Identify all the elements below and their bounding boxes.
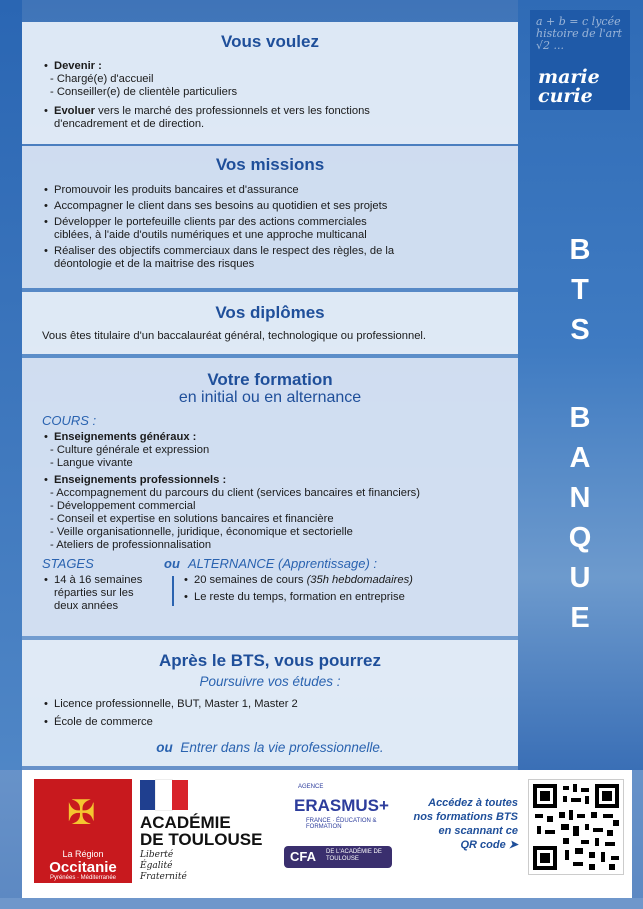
card-apres-bts — [22, 640, 518, 766]
letter: E — [570, 602, 590, 634]
letter: B — [569, 402, 591, 434]
bottom-strip — [0, 898, 643, 909]
list-item: - Conseiller(e) de clientèle particuliers — [50, 86, 238, 98]
list-item: • Devenir : — [42, 60, 518, 73]
school-logo — [530, 10, 630, 110]
card-formation — [22, 358, 518, 636]
section-title: Vos diplômes — [215, 303, 325, 322]
diploma-text: Vous êtes titulaire d'un baccalauréat général, technologique ou professionnel. — [42, 330, 427, 342]
section-title: Vous voulez — [221, 32, 319, 51]
erasmus-small: AGENCE — [298, 784, 324, 790]
left-border — [0, 0, 22, 770]
list-item: d'encadrement et de direction. — [54, 118, 205, 130]
stages-text: réparties sur les — [54, 587, 134, 599]
ou-label: ou — [156, 740, 173, 755]
stages-text: • 14 à 16 semaines — [42, 574, 162, 587]
region-tiny: Pyrénées · Méditerranée — [49, 875, 117, 881]
cfa-small: DE L'ACADÉMIE DE TOULOUSE — [326, 849, 382, 862]
letter: Q — [568, 522, 592, 554]
region-small: La Région — [62, 849, 104, 859]
qr-code[interactable] — [528, 779, 624, 875]
list-item: - Veille organisationnelle, juridique, économique et sectorielle — [50, 526, 353, 538]
entrer-line — [22, 740, 518, 755]
logo-scribble: a + b = c lycée histoire de l'art √2 ... — [536, 15, 622, 52]
list-item: • Evoluer vers le marché des professionnels et vers les fonctions — [42, 105, 518, 118]
letter: U — [569, 562, 591, 594]
occitan-cross-icon: ✠ — [67, 794, 96, 832]
letter: T — [571, 274, 589, 306]
list-item: • Développer le portefeuille clients par des actions commerciales — [42, 216, 518, 229]
list-item: • Enseignements professionnels : — [42, 474, 518, 487]
qr-promo-text: Accédez à toutes nos formations BTS en scannant ce QR code ➤ — [413, 797, 518, 851]
logo-name-line1: marie — [538, 66, 600, 88]
acad-line1: ACADÉMIE — [140, 813, 231, 832]
section-title: Après le BTS, vous pourrez — [159, 651, 381, 670]
erasmus-big: ERASMUS+ — [294, 796, 389, 815]
footer — [22, 770, 632, 898]
cfa-big: CFA — [290, 849, 316, 864]
section-title: Vos missions — [215, 155, 325, 174]
list-item: - Ateliers de professionnalisation — [50, 539, 212, 551]
qr-code-icon — [529, 780, 623, 874]
list-item: • Accompagner le client dans ses besoins au quotidien et ses projets — [42, 200, 518, 213]
divider — [172, 576, 174, 606]
list-item: • Enseignements généraux : — [42, 431, 518, 444]
list-item: - Accompagnement du parcours du client (services bancaires et financiers) — [50, 487, 420, 499]
alternance-item: • Le reste du temps, formation en entreprise — [182, 591, 522, 604]
list-item: • Réaliser des objectifs commerciaux dans le respect des règles, de la — [42, 245, 518, 258]
letter: N — [569, 482, 591, 514]
region-big: Occitanie — [49, 859, 117, 876]
section-title: Votre formation — [207, 370, 333, 389]
entrer-text: Entrer dans la vie professionnelle. — [180, 740, 384, 755]
card-vous-voulez — [22, 22, 518, 144]
academie-logo — [140, 814, 262, 848]
section-subtitle: en initial ou en alternance — [178, 389, 362, 406]
devise: Liberté Égalité Fraternité — [140, 850, 187, 882]
list-item: - Culture générale et expression — [50, 444, 210, 456]
erasmus-row: FRANCE · ÉDUCATION & FORMATION — [306, 818, 377, 830]
list-item: • École de commerce — [42, 716, 518, 729]
list-item: - Conseil et expertise en solutions bancaires et financière — [50, 513, 334, 525]
acad-line2: DE TOULOUSE — [140, 830, 263, 849]
list-item: - Chargé(e) d'accueil — [50, 73, 154, 85]
alternance-item: • 20 semaines de cours (35h hebdomadaires) — [182, 574, 522, 587]
card-vos-diplomes — [22, 292, 518, 354]
ou-label: ou — [164, 556, 180, 571]
cfa-logo — [284, 846, 392, 868]
stages-heading: STAGES — [42, 556, 94, 571]
list-item: ciblées, à l'aide d'outils numériques et une approche multicanal — [54, 229, 367, 241]
letter: S — [570, 314, 590, 346]
list-item: • Licence professionnelle, BUT, Master 1, Master 2 — [42, 698, 518, 711]
list-item: - Langue vivante — [50, 457, 133, 469]
cours-heading: COURS : — [42, 413, 97, 428]
logo-name — [538, 68, 600, 106]
stages-alternance — [42, 556, 518, 618]
marianne-flag-icon — [140, 780, 188, 810]
list-item: • Promouvoir les produits bancaires et d'assurance — [42, 184, 518, 197]
letter: A — [569, 442, 591, 474]
occitanie-logo — [34, 779, 132, 883]
vertical-title — [556, 230, 604, 638]
list-item: - Développement commercial — [50, 500, 196, 512]
erasmus-logo — [284, 782, 404, 837]
section-subtitle: Poursuivre vos études : — [199, 674, 341, 689]
stages-text: deux années — [54, 600, 119, 612]
logo-name-line2: curie — [538, 85, 593, 107]
alternance-heading: ALTERNANCE (Apprentissage) : — [188, 556, 378, 571]
list-item: déontologie et de la maitrise des risques — [54, 258, 255, 270]
letter: B — [569, 234, 591, 266]
card-vos-missions — [22, 146, 518, 288]
